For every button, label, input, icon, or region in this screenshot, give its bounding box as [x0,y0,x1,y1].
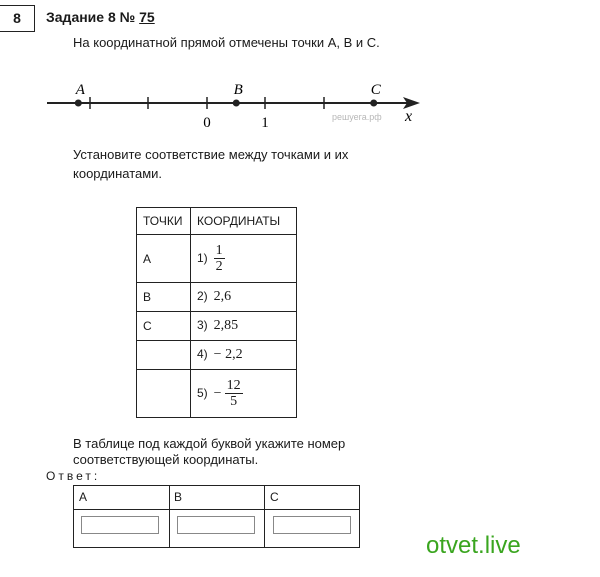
header-points: ТОЧКИ [137,208,191,235]
tick-label-1: 1 [261,115,269,131]
condition-text: На координатной прямой отмечены точки A, B и C. [73,35,380,50]
answer-grid [73,485,360,548]
coordinate-cell [191,341,297,370]
watermark: решуега.рф [332,112,382,122]
site-watermark: otvet.live [426,532,521,559]
task-number: 8 [0,5,35,32]
answer-input-c[interactable] [273,516,351,534]
answer-header-a: A [79,490,88,504]
point-a-marker [75,100,82,107]
coordinate-value: 2,85 [213,318,239,333]
denominator: 5 [230,394,238,409]
instruction-text: Установите соответствие между точками и их координатами. [73,147,349,181]
fraction [214,243,225,274]
table-row [137,312,297,341]
coordinate-index: 1) [197,250,208,265]
coordinate-value: − 2,2 [213,347,243,362]
coordinate-cell [191,370,297,418]
point-cell: A [137,235,191,283]
number-line [0,78,600,138]
answer-divider [74,509,359,510]
point-a-label: A [75,82,85,98]
header-coordinates: КООРДИНАТЫ [191,208,297,235]
coordinate-index: 5) [197,385,208,400]
answer-label: Ответ: [46,469,101,483]
match-table [136,207,297,418]
tick-label-0: 0 [203,115,211,131]
numerator: 1 [215,243,223,258]
final-instruction: В таблице под каждой буквой укажите номер соответствующей координаты. [73,436,346,467]
answer-input-b[interactable] [177,516,255,534]
point-b-marker [233,100,240,107]
point-cell: C [137,312,191,341]
task-heading [46,9,155,25]
coordinate-index: 2) [197,289,208,303]
coordinate-index: 3) [197,318,208,332]
coordinate-cell [191,283,297,312]
coordinate-index: 4) [197,347,208,361]
task-link[interactable]: 75 [139,9,155,25]
answer-header-b: B [174,490,183,504]
answer-input-a[interactable] [81,516,159,534]
point-cell [137,370,191,418]
table-row [137,370,297,418]
point-c-marker [370,100,377,107]
point-cell: B [137,283,191,312]
coordinate-cell [191,312,297,341]
table-row [137,341,297,370]
point-c-label: C [370,82,381,98]
fraction [225,378,243,409]
table-row [137,283,297,312]
task-heading-prefix: Задание 8 № [46,9,140,25]
coordinate-value: 2,6 [213,289,232,304]
point-b-label: B [233,82,243,98]
axis-label-x: x [405,108,413,125]
table-row [137,235,297,283]
denominator: 2 [215,259,223,274]
minus-sign: − [213,385,222,401]
coordinate-cell [191,235,297,283]
table-header-row [137,208,297,235]
point-cell [137,341,191,370]
numerator: 12 [226,378,241,393]
answer-header-c: C [270,490,279,504]
